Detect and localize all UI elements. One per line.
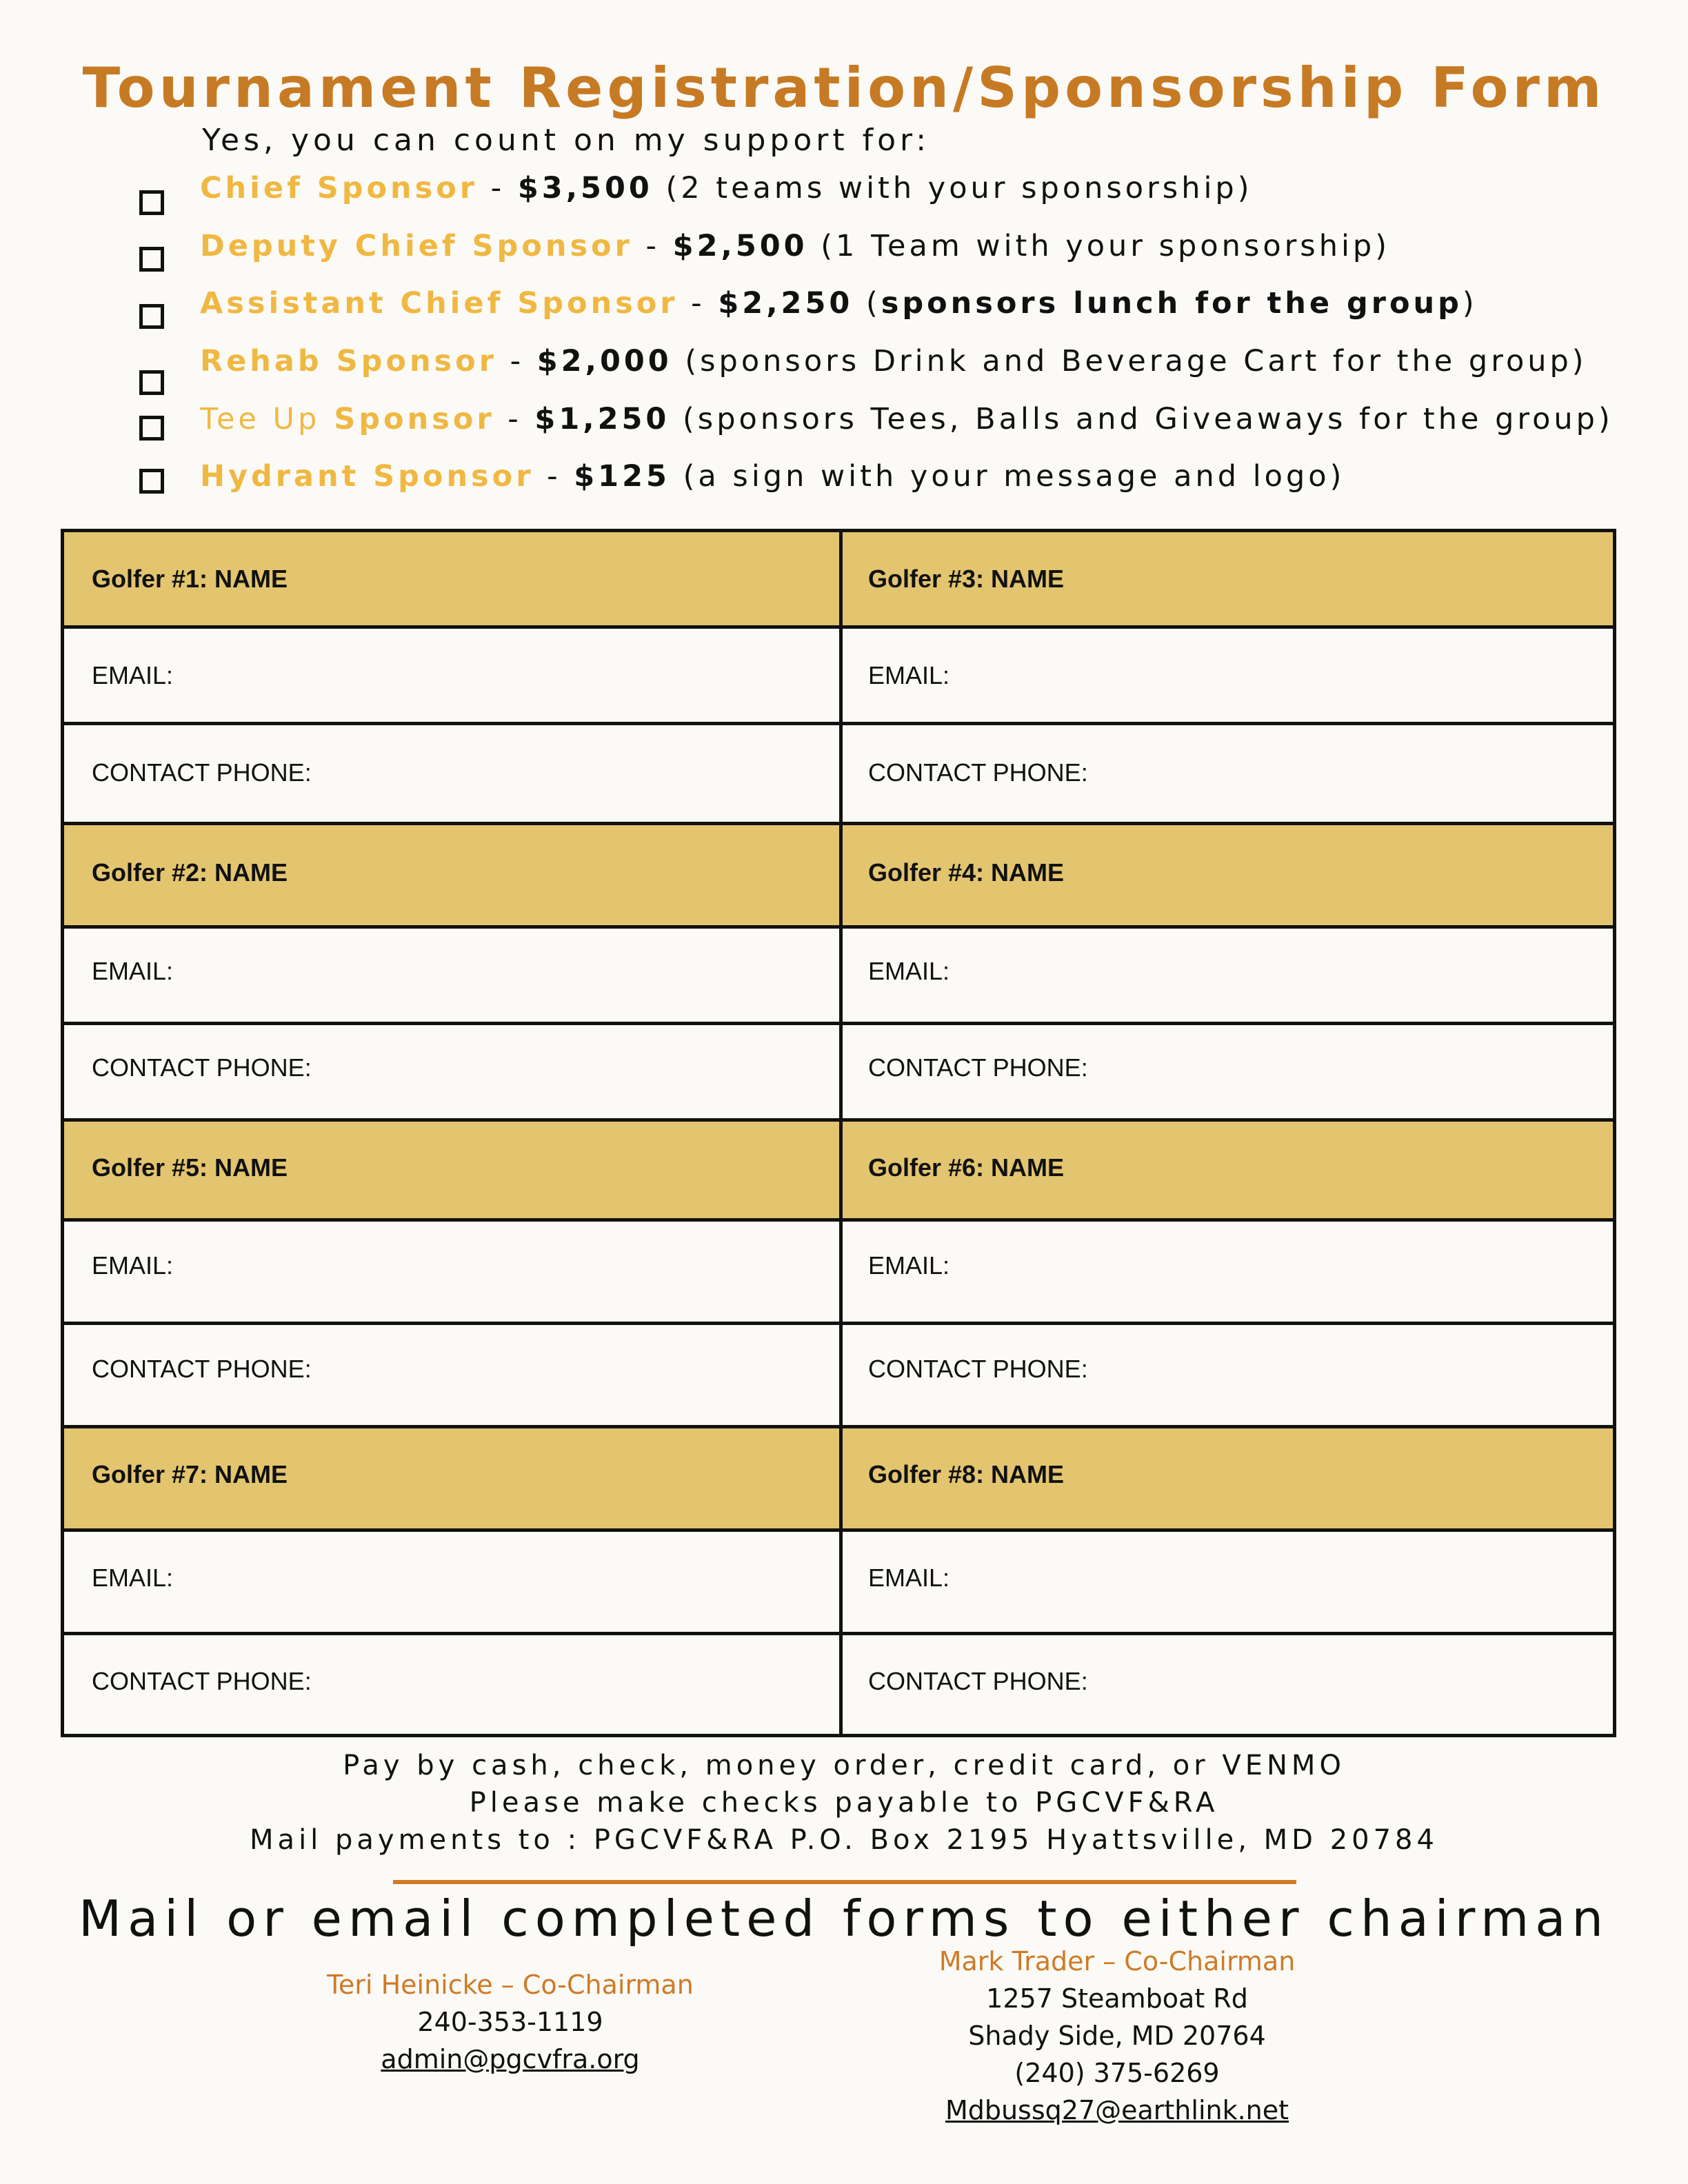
sponsor-name: Rehab Sponsor: [200, 344, 497, 378]
golfer-8-name-field[interactable]: Golfer #8: NAME: [868, 1460, 1065, 1488]
sponsor-name: Assistant Chief Sponsor: [200, 286, 679, 321]
golfer-2-name-field[interactable]: Golfer #2: NAME: [92, 858, 288, 887]
golfer-8-email-field[interactable]: EMAIL:: [868, 1564, 950, 1592]
header-band: [64, 1428, 1613, 1528]
sponsor-description: (sponsors Tees, Balls and Giveaways for the group): [683, 402, 1614, 436]
checkbox-deputy-chief-sponsor[interactable]: [139, 247, 164, 272]
sponsor-name-prefix: Tee Up: [200, 402, 321, 436]
payment-methods: Pay by cash, check, money order, credit card, or VENMO: [343, 1750, 1345, 1781]
chairman-address-line1: 1257 Steamboat Rd: [986, 1983, 1248, 2014]
check-payable-note: Please make checks payable to PGCVF&RA: [469, 1787, 1219, 1819]
form-title: Tournament Registration/Sponsorship Form: [82, 56, 1606, 120]
golfer-5-phone-field[interactable]: CONTACT PHONE:: [92, 1355, 312, 1383]
chairman-email-link[interactable]: Mdbussq27@earthlink.net: [945, 2095, 1289, 2125]
sponsor-option-assistant-chief: Assistant Chief Sponsor - $2,250 (sponsors lunch for the group): [200, 286, 1478, 321]
golfer-4-name-field[interactable]: Golfer #4: NAME: [868, 858, 1065, 887]
golfer-1-email-field[interactable]: EMAIL:: [92, 661, 174, 689]
golfer-6-phone-field[interactable]: CONTACT PHONE:: [868, 1355, 1088, 1383]
header-band: [64, 1122, 1613, 1218]
mail-payment-address: Mail payments to : PGCVF&RA P.O. Box 2195 Hyattsville, MD 20784: [250, 1824, 1438, 1856]
golfer-1-phone-field[interactable]: CONTACT PHONE:: [92, 758, 312, 787]
checkbox-assistant-chief-sponsor[interactable]: [139, 304, 164, 329]
chairman-name: Teri Heinicke – Co-Chairman: [327, 1970, 694, 2000]
sponsor-amount: $1,250: [534, 402, 670, 436]
sponsor-description: sponsors lunch for the group: [881, 286, 1463, 321]
golfer-1-name-field[interactable]: Golfer #1: NAME: [92, 565, 288, 593]
golfer-2-phone-field[interactable]: CONTACT PHONE:: [92, 1053, 312, 1082]
sponsor-name: Sponsor: [334, 402, 495, 436]
sponsor-description: (a sign with your message and logo): [683, 459, 1345, 494]
chairman-contact-teri: [303, 1966, 717, 2078]
sponsor-description: (1 Team with your sponsorship): [821, 229, 1390, 263]
sponsor-description: (2 teams with your sponsorship): [665, 171, 1253, 205]
header-band: [64, 825, 1613, 925]
golfer-5-email-field[interactable]: EMAIL:: [92, 1251, 174, 1280]
chairman-email-link[interactable]: admin@pgcvfra.org: [381, 2044, 640, 2074]
sponsor-description: (sponsors Drink and Beverage Cart for the group): [685, 344, 1587, 378]
chairman-name: Mark Trader – Co-Chairman: [938, 1946, 1296, 1976]
mail-heading: Mail or email completed forms to either chairman: [79, 1890, 1609, 1948]
sponsor-amount: $2,000: [536, 344, 672, 378]
golfer-6-email-field[interactable]: EMAIL:: [868, 1251, 950, 1280]
golfer-registration-table: [61, 529, 1616, 1737]
sponsor-option-deputy-chief: Deputy Chief Sponsor - $2,500 (1 Team with your sponsorship): [200, 229, 1390, 263]
divider: [393, 1880, 1296, 1884]
golfer-6-name-field[interactable]: Golfer #6: NAME: [868, 1153, 1065, 1182]
sponsor-name: Chief Sponsor: [200, 171, 478, 205]
golfer-4-email-field[interactable]: EMAIL:: [868, 957, 950, 985]
sponsor-option-hydrant: Hydrant Sponsor - $125 (a sign with your message and logo): [200, 459, 1345, 494]
sponsor-name: Hydrant Sponsor: [200, 459, 534, 494]
golfer-7-email-field[interactable]: EMAIL:: [92, 1564, 174, 1592]
sponsor-amount: $2,250: [718, 286, 854, 321]
golfer-7-phone-field[interactable]: CONTACT PHONE:: [92, 1667, 312, 1695]
sponsor-amount: $125: [574, 459, 670, 494]
golfer-3-email-field[interactable]: EMAIL:: [868, 661, 950, 689]
header-band: [64, 532, 1613, 625]
chairman-address-line2: Shady Side, MD 20764: [968, 2021, 1266, 2051]
sponsor-option-chief: Chief Sponsor - $3,500 (2 teams with your sponsorship): [200, 171, 1253, 205]
chairman-phone: 240-353-1119: [417, 2007, 603, 2037]
sponsor-name: Deputy Chief Sponsor: [200, 229, 633, 263]
checkbox-rehab-sponsor[interactable]: [139, 370, 164, 395]
sponsor-option-rehab: Rehab Sponsor - $2,000 (sponsors Drink and Beverage Cart for the group): [200, 344, 1587, 378]
sponsor-amount: $3,500: [517, 171, 653, 205]
golfer-7-name-field[interactable]: Golfer #7: NAME: [92, 1460, 288, 1488]
intro-text: Yes, you can count on my support for:: [202, 123, 931, 158]
golfer-8-phone-field[interactable]: CONTACT PHONE:: [868, 1667, 1088, 1695]
golfer-4-phone-field[interactable]: CONTACT PHONE:: [868, 1053, 1088, 1082]
golfer-3-phone-field[interactable]: CONTACT PHONE:: [868, 758, 1088, 787]
chairman-phone: (240) 375-6269: [1014, 2058, 1220, 2088]
golfer-5-name-field[interactable]: Golfer #5: NAME: [92, 1153, 288, 1182]
golfer-3-name-field[interactable]: Golfer #3: NAME: [868, 565, 1065, 593]
checkbox-tee-up-sponsor[interactable]: [139, 416, 164, 441]
checkbox-chief-sponsor[interactable]: [139, 190, 164, 215]
sponsor-option-tee-up: Tee Up Sponsor - $1,250 (sponsors Tees, Balls and Giveaways for the group): [200, 402, 1614, 436]
chairman-contact-mark: [910, 1943, 1324, 2129]
golfer-2-email-field[interactable]: EMAIL:: [92, 957, 174, 985]
checkbox-hydrant-sponsor[interactable]: [139, 469, 164, 494]
sponsor-amount: $2,500: [672, 229, 808, 263]
